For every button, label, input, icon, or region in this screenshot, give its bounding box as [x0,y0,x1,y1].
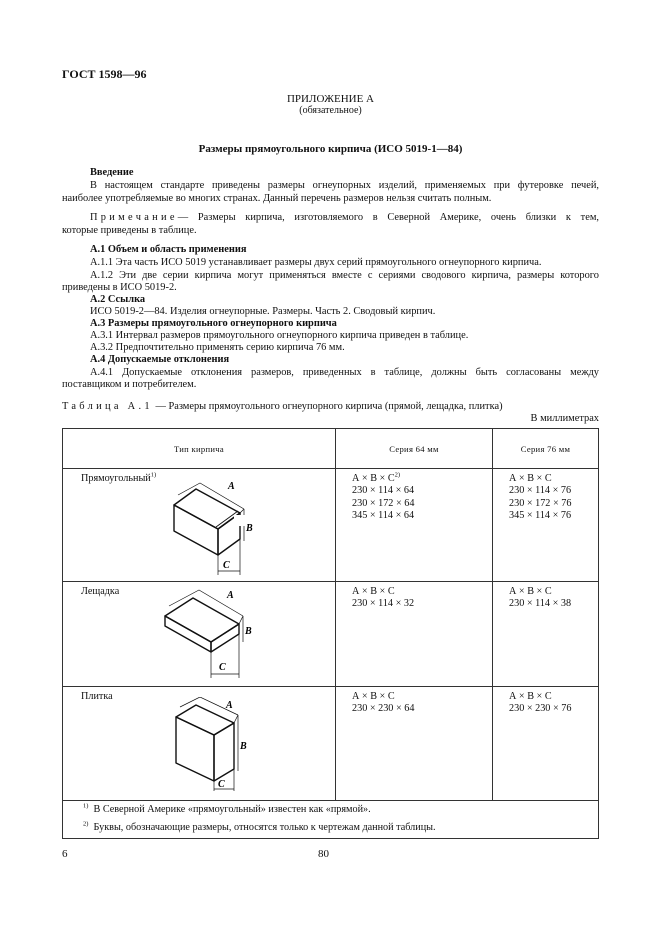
dimension-letter-a: A [226,700,233,711]
dimension-value: 230 × 114 × 38 [509,598,572,610]
dimension-value: 345 × 114 × 76 [509,510,572,522]
section-a4-heading: А.4 Допускаемые отклонения [90,354,230,365]
footnote-text: Буквы, обозначающие размеры, относятся только к чертежам данной таблицы. [93,822,436,833]
table-row [63,469,599,582]
dimension-letter-c: C [218,779,225,790]
section-a31: А.3.1 Интервал размеров прямоугольного огнеупорного кирпича приведен в таблице. [90,330,469,341]
dimension-value: 230 × 114 × 64 [352,485,415,497]
table-units: В миллиметрах [530,413,599,424]
table-caption-label: Таблица А.1 [62,401,153,412]
note-line1 [90,212,599,223]
header-brick-type: Тип кирпича [63,429,336,469]
page-number-center: 80 [318,848,329,860]
series-76-cell [493,582,599,687]
dimension-value: 230 × 114 × 32 [352,598,415,610]
dimension-value: 230 × 114 × 76 [509,485,572,497]
rectangular-brick-drawing [160,471,275,577]
footnotes-cell [63,801,599,839]
dimension-head: А × В × С [509,691,552,702]
table-header-row [63,429,599,469]
footnote-ref: 2) [394,471,401,479]
dimension-letter-a: A [228,481,235,492]
section-a32: А.3.2 Предпочтительно применять серию кирпича 76 мм. [90,342,345,353]
footnote-ref: 1) [150,471,157,479]
intro-paragraph-line1: В настоящем стандарте приведены размеры огнеупорных изделий, применяемых при футеровке печей, [90,180,599,191]
section-a3-heading: А.3 Размеры прямоугольного огнеупорного кирпича [90,318,337,329]
dimension-letter-c: C [223,560,230,571]
table-caption-text: — Размеры прямоугольного огнеупорного кирпича (прямой, лещадка, плитка) [155,401,503,412]
series-64-cell [336,582,493,687]
dimension-letter-c: C [219,662,226,673]
intro-heading: Введение [90,167,134,178]
series-76-cell [493,687,599,801]
section-a2-text: ИСО 5019-2—84. Изделия огнеупорные. Размеры. Часть 2. Сводовый кирпич. [90,306,436,317]
dimension-head: А × В × С [509,473,552,484]
intro-paragraph-line2: наиболее употребляемые во многих странах. Данный перечень размеров нельзя считать полным. [62,193,492,204]
dimension-value: 230 × 230 × 76 [509,703,572,715]
brick-type-name: Прямоугольный [81,473,151,484]
document-header: ГОСТ 1598—96 [62,67,147,81]
dimension-value: 230 × 172 × 64 [352,497,415,509]
dimension-head: А × В × С [352,586,395,597]
table-caption [62,401,503,412]
section-a12-line2: приведены в ИСО 5019-2. [62,282,177,293]
section-a41-line1: А.4.1 Допускаемые отклонения размеров, приведенных в таблице, должны быть согласованы между [90,367,599,378]
section-a41-line2: поставщиком и потребителем. [62,379,197,390]
dimension-head: А × В × С [352,691,395,702]
dimension-value: 230 × 230 × 64 [352,703,415,715]
series-64-cell [336,469,493,582]
dimension-letter-b: B [246,523,253,534]
note-text: — Размеры кирпича, изготовляемого в Северной Америке, очень близки к тем, [177,212,599,223]
dimension-letter-b: B [240,741,247,752]
section-a12-line1: А.1.2 Эти две серии кирпича могут применяться вместе с сериями сводового кирпича, размеры которого [90,270,599,281]
note-label: Примечание [90,212,178,223]
section-a2-heading: А.2 Ссылка [90,294,146,305]
brick-type-name: Лещадка [81,586,120,597]
section-a1-heading: А.1 Объем и область применения [90,244,247,255]
page-number-left: 6 [62,848,68,860]
series-64-cell [336,687,493,801]
brick-sizes-table [62,428,599,839]
tile-brick-drawing [168,697,268,793]
main-title: Размеры прямоугольного кирпича (ИСО 5019-1—84) [198,143,463,155]
footnote [83,822,598,834]
footnote-text: В Северной Америке «прямоугольный» известен как «прямой». [93,804,371,815]
dimension-value: 230 × 172 × 76 [509,497,572,509]
appendix-subtitle: (обязательное) [299,105,362,116]
dimension-letter-b: B [245,626,252,637]
floor-brick-drawing [155,586,270,682]
section-a11: А.1.1 Эта часть ИСО 5019 устанавливает размеры двух серий прямоугольного огнеупорного кирпича. [90,257,542,268]
footnote-mark: 1) [83,802,89,810]
dimension-value: 345 × 114 × 64 [352,510,415,522]
header-series-64: Серия 64 мм [336,429,493,469]
brick-type-name: Плитка [81,691,113,702]
table-row [63,687,599,801]
footnote-mark: 2) [83,820,89,828]
footnote [83,804,598,816]
dimension-head: А × В × С [352,473,395,484]
appendix-title: ПРИЛОЖЕНИЕ А [286,93,374,105]
dimension-letter-a: A [227,590,234,601]
dimension-head: А × В × С [509,586,552,597]
header-series-76: Серия 76 мм [493,429,599,469]
note-line2: которые приведены в таблице. [62,225,197,236]
table-row [63,582,599,687]
footnotes-row [63,801,599,839]
series-76-cell [493,469,599,582]
